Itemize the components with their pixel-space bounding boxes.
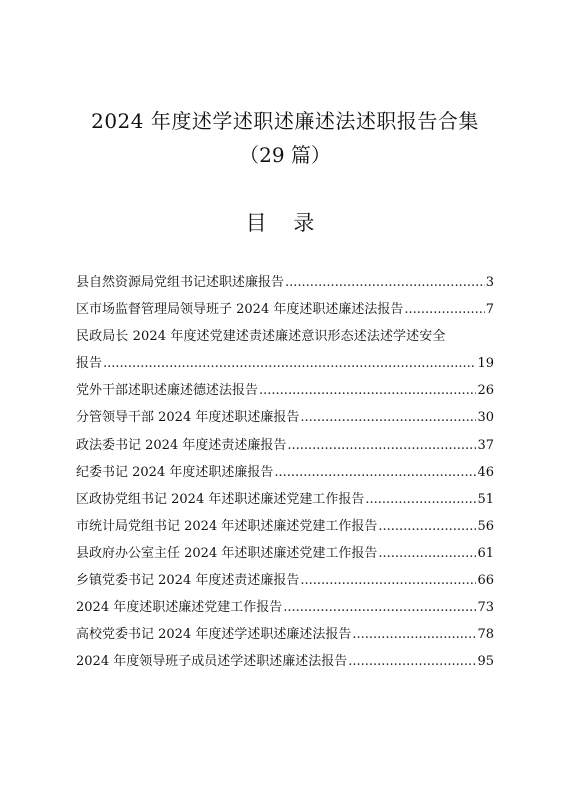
toc-entry-title: 县政府办公室主任 2024 年述职述廉述党建工作报告 (76, 545, 378, 561)
toc-entry-title: 民政局长 2024 年度述党建述责述廉述意识形态述法述学述安全 (76, 329, 446, 345)
toc-entry-title: 纪委书记 2024 年度述职述廉报告 (76, 464, 274, 480)
toc-entry-page: 19 (477, 356, 494, 372)
table-of-contents (76, 271, 494, 677)
toc-entry[interactable] (76, 650, 494, 677)
toc-leader-dots (378, 519, 476, 534)
toc-entry[interactable] (76, 325, 494, 352)
toc-entry-page: 37 (477, 437, 494, 453)
toc-entry-title: 市统计局党组书记 2024 年述职述廉述党建工作报告 (76, 518, 378, 534)
toc-entry[interactable] (76, 379, 494, 406)
toc-entry-page: 95 (477, 654, 494, 670)
toc-entry[interactable] (76, 406, 494, 433)
toc-leader-dots (378, 546, 476, 561)
toc-entry-page: 66 (477, 573, 494, 589)
toc-leader-dots (365, 492, 476, 507)
toc-entry-page: 51 (477, 491, 494, 507)
toc-entry-title: 区政协党组书记 2024 年述职述廉述党建工作报告 (76, 491, 365, 507)
toc-leader-dots (348, 654, 476, 669)
toc-entry[interactable] (76, 596, 494, 623)
toc-entry[interactable] (76, 298, 494, 325)
toc-entry-title: 乡镇党委书记 2024 年度述责述廉报告 (76, 573, 300, 589)
toc-entry-page: 7 (485, 302, 494, 318)
toc-leader-dots (283, 600, 476, 615)
toc-leader-dots (103, 356, 476, 371)
toc-entry-page: 78 (477, 627, 494, 643)
toc-heading: 目 录 (245, 211, 325, 235)
toc-entry-page: 73 (477, 600, 494, 616)
toc-entry[interactable] (76, 488, 494, 515)
toc-entry[interactable] (76, 271, 494, 298)
toc-leader-dots (404, 302, 484, 317)
toc-entry-page: 46 (477, 464, 494, 480)
toc-entry-title: 2024 年度领导班子成员述学述职述廉述法报告 (76, 654, 348, 670)
toc-entry[interactable] (76, 542, 494, 569)
document-subtitle: （29 篇） (239, 143, 331, 167)
toc-leader-dots (259, 383, 476, 398)
toc-leader-dots (352, 627, 476, 642)
toc-entry[interactable] (76, 569, 494, 596)
toc-entry-page: 3 (485, 275, 494, 290)
toc-leader-dots (300, 573, 476, 588)
document-title: 2024 年度述学述职述廉述法述职报告合集 (91, 109, 479, 133)
toc-entry-title: 区市场监督管理局领导班子 2024 年度述职述廉述法报告 (76, 302, 404, 318)
toc-leader-dots (274, 465, 476, 480)
toc-entry-page: 56 (477, 518, 494, 534)
toc-entry-continuation[interactable] (76, 352, 494, 379)
toc-entry-title: 政法委书记 2024 年度述责述廉报告 (76, 437, 287, 453)
toc-entry[interactable] (76, 434, 494, 461)
toc-leader-dots (300, 410, 476, 425)
toc-entry-page: 61 (477, 545, 494, 561)
toc-entry-title: 分管领导干部 2024 年度述职述廉报告 (76, 410, 300, 426)
toc-leader-dots (287, 438, 476, 453)
toc-entry-title: 2024 年度述职述廉述党建工作报告 (76, 600, 283, 616)
toc-entry[interactable] (76, 623, 494, 650)
toc-entry-title: 高校党委书记 2024 年度述学述职述廉述法报告 (76, 627, 352, 643)
title-block (0, 104, 570, 172)
toc-entry-page: 26 (477, 383, 494, 399)
toc-entry-title: 党外干部述职述廉述德述法报告 (76, 383, 259, 399)
toc-entry-title: 报告 (76, 356, 103, 372)
toc-entry[interactable] (76, 515, 494, 542)
toc-leader-dots (285, 275, 485, 290)
toc-entry-title: 县自然资源局党组书记述职述廉报告 (76, 275, 285, 290)
toc-entry[interactable] (76, 461, 494, 488)
toc-entry-page: 30 (477, 410, 494, 426)
